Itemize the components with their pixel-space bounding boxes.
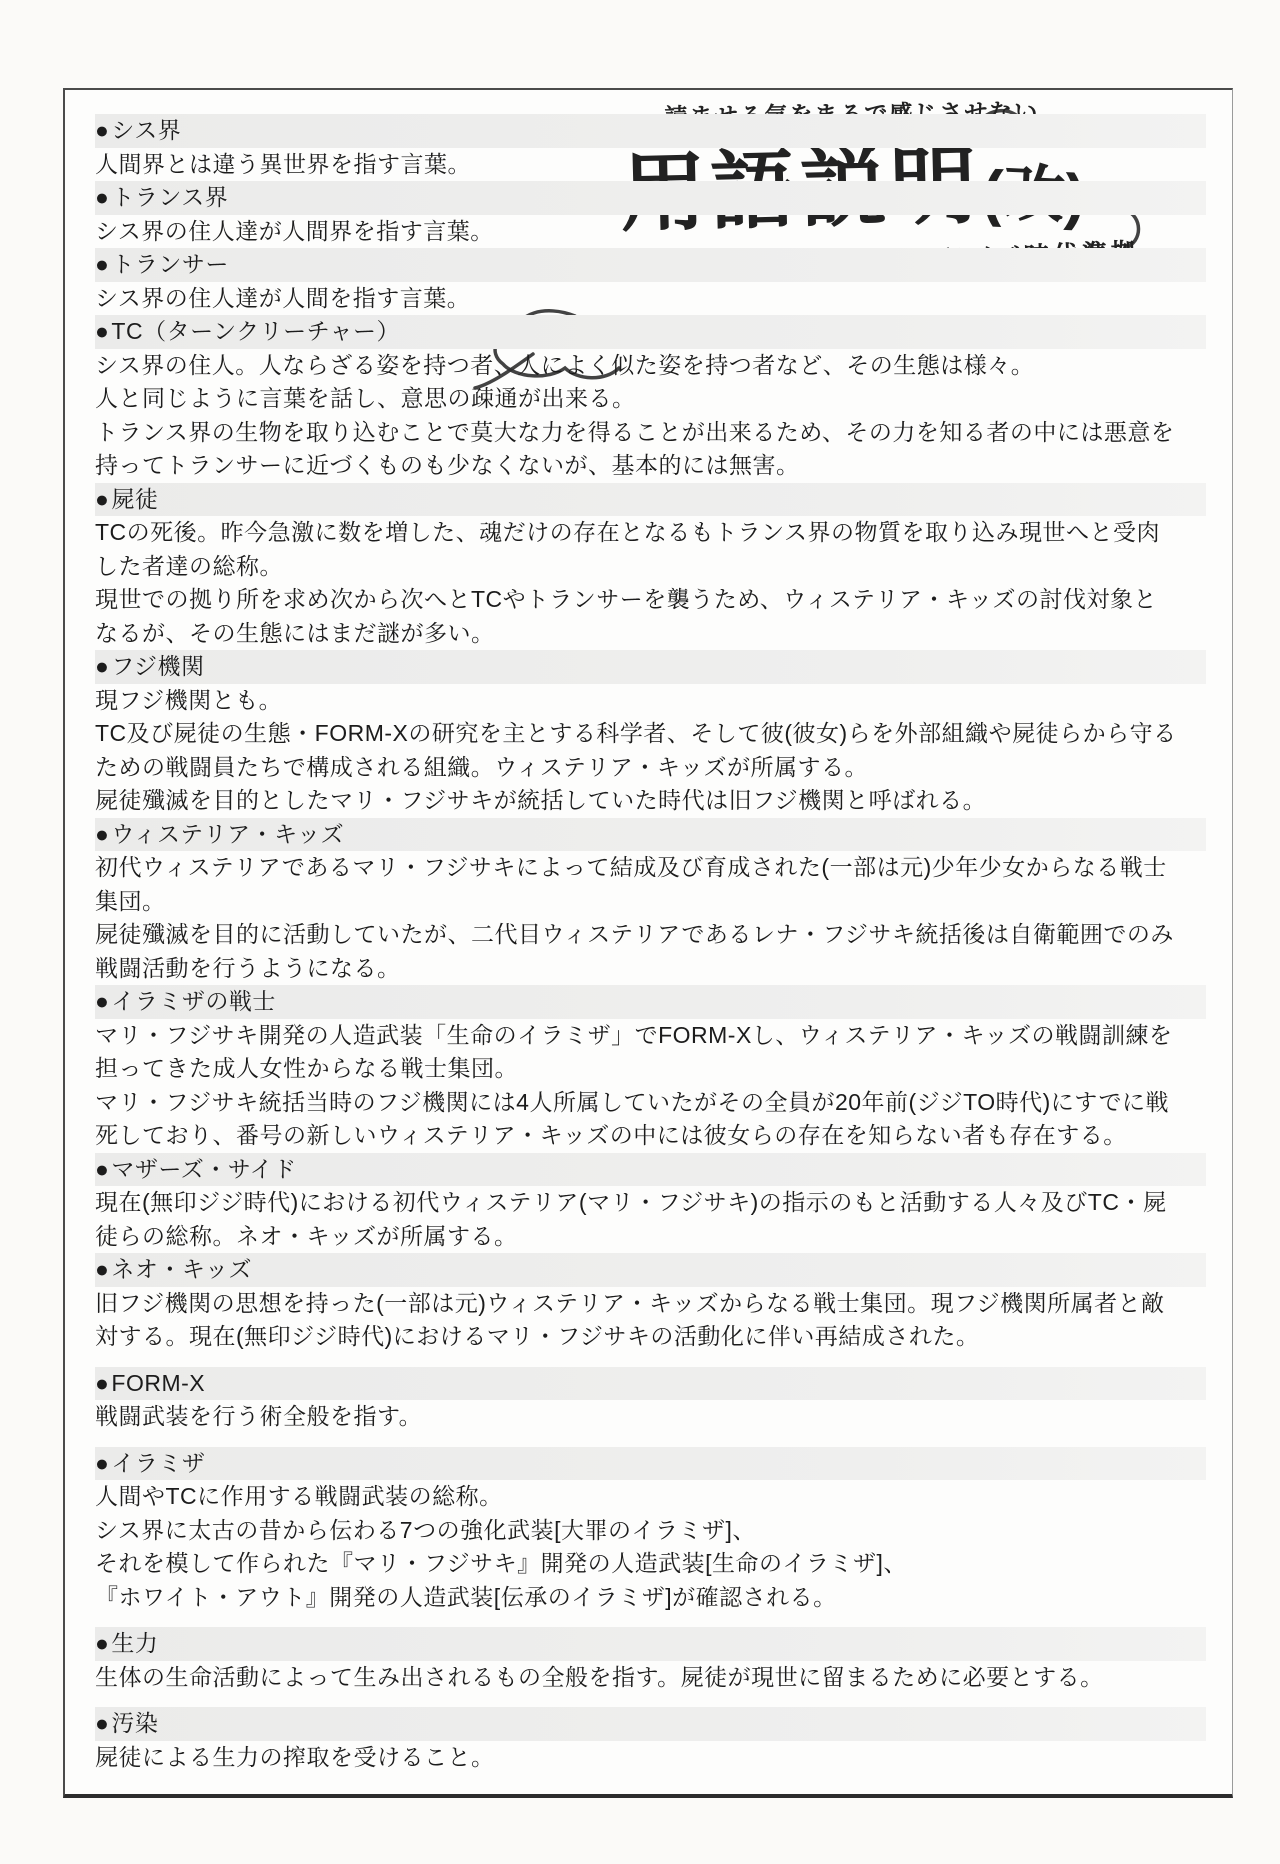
bullet-icon: ●	[95, 117, 110, 143]
glossary-entry	[95, 818, 1206, 986]
term-heading	[95, 985, 1206, 1019]
definition-line: シス界の住人達が人間を指す言葉。	[95, 284, 471, 311]
glossary-entry	[95, 1447, 1206, 1615]
glossary-entry	[95, 985, 1206, 1153]
definition-line: ための戦闘員たちで構成される組織。ウィステリア・キッズが所属する。	[95, 753, 868, 780]
term-label: 生力	[111, 1630, 159, 1656]
term-heading	[95, 114, 1206, 148]
term-label: FORM-X	[111, 1369, 206, 1396]
bullet-icon: ●	[95, 318, 110, 344]
term-label: 汚染	[111, 1710, 159, 1736]
definition-line: 死しており、番号の新しいウィステリア・キッズの中には彼女らの存在を知らない者も存在する。	[95, 1122, 1127, 1148]
definition-line: マリ・フジサキ開発の人造武装「生命のイラミザ」でFORM-Xし、ウィステリア・キッズの戦闘訓練を	[95, 1021, 1173, 1048]
bullet-icon: ●	[95, 1449, 110, 1476]
glossary-entry	[95, 483, 1206, 651]
definition-line: トランス界の生物を取り込むことで莫大な力を得ることが出来るため、その力を知る者の中には悪意を	[95, 418, 1175, 445]
bullet-icon: ●	[95, 1256, 110, 1282]
definition-line: 現フジ機関とも。	[95, 686, 283, 713]
glossary-entry	[95, 1627, 1206, 1694]
term-label: TC（ターンクリーチャー）	[111, 318, 400, 344]
definition-line: TCの死後。昨今急激に数を増した、魂だけの存在となるもトランス界の物質を取り込み現世へと受肉	[95, 519, 1160, 545]
page-border-frame	[63, 88, 1233, 1798]
definition-line: シス界に太古の昔から伝わる7つの強化武装[大罪のイラミザ]、	[95, 1516, 756, 1543]
term-heading	[95, 1627, 1206, 1661]
definition-line: 『ホワイト・アウト』開発の人造武装[伝承のイラミザ]が確認される。	[95, 1583, 837, 1610]
glossary-entry	[95, 1153, 1206, 1254]
term-heading	[95, 1367, 1206, 1401]
term-label: トランサー	[111, 251, 229, 277]
definition-line: 生体の生命活動によって生み出されるもの全般を指す。屍徒が現世に留まるために必要とする。	[95, 1663, 1104, 1690]
term-label: ウィステリア・キッズ	[111, 820, 345, 847]
term-label: イラミザ	[111, 1449, 206, 1476]
bullet-icon: ●	[95, 251, 110, 277]
definition-line: 持ってトランサーに近づくものも少なくないが、基本的には無害。	[95, 452, 800, 478]
term-heading	[95, 1707, 1206, 1741]
definition-line: 旧フジ機関の思想を持った(一部は元)ウィステリア・キッズからなる戦士集団。現フジ機関所属者と敵	[95, 1289, 1165, 1316]
term-heading	[95, 818, 1206, 852]
term-heading	[95, 248, 1206, 282]
glossary-entry	[95, 114, 1206, 181]
definition-line: TC及び屍徒の生態・FORM-Xの研究を主とする科学者、そして彼(彼女)らを外部組織や屍徒らから守る	[95, 720, 1177, 746]
glossary-entry	[95, 650, 1206, 818]
definition-line: 人間やTCに作用する戦闘武装の総称。	[95, 1483, 503, 1509]
definition-line: 人間界とは違う異世界を指す言葉。	[95, 150, 471, 177]
definition-line: それを模して作られた『マリ・フジサキ』開発の人造武装[生命のイラミザ]、	[95, 1550, 907, 1576]
term-heading	[95, 650, 1206, 684]
bullet-icon: ●	[95, 184, 110, 210]
glossary-list	[95, 114, 1206, 1774]
glossary-entry	[95, 315, 1206, 483]
glossary-entry	[95, 248, 1206, 315]
definition-line: 徒らの総称。ネオ・キッズが所属する。	[95, 1222, 518, 1249]
glossary-entry	[95, 181, 1206, 248]
glossary-entry	[95, 1253, 1206, 1354]
definition-line: した者達の総称。	[95, 552, 283, 579]
definition-line: 戦闘活動を行うようになる。	[95, 954, 401, 981]
definition-line: 屍徒殲滅を目的としたマリ・フジサキが統括していた時代は旧フジ機関と呼ばれる。	[95, 787, 987, 813]
term-heading	[95, 1447, 1206, 1481]
glossary-entry	[95, 1707, 1206, 1774]
definition-line: 屍徒による生力の搾取を受けること。	[95, 1743, 495, 1770]
definition-line: シス界の住人。人ならざる姿を持つ者、人によく似た姿を持つ者など、その生態は様々。	[95, 351, 1035, 378]
definition-line: 対する。現在(無印ジジ時代)におけるマリ・フジサキの活動化に伴い再結成された。	[95, 1323, 980, 1349]
term-label: フジ機関	[111, 653, 205, 679]
term-heading	[95, 1253, 1206, 1287]
definition-line: 初代ウィステリアであるマリ・フジサキによって結成及び育成された(一部は元)少年少女からなる戦士	[95, 854, 1167, 880]
definition-line: なるが、その生態にはまだ謎が多い。	[95, 619, 495, 646]
bullet-icon: ●	[95, 1630, 110, 1656]
bullet-icon: ●	[95, 988, 110, 1014]
bullet-icon: ●	[95, 485, 110, 512]
definition-line: 担ってきた成人女性からなる戦士集団。	[95, 1055, 518, 1081]
bullet-icon: ●	[95, 1155, 110, 1182]
term-heading	[95, 483, 1206, 517]
term-label: イラミザの戦士	[111, 988, 276, 1014]
term-heading	[95, 181, 1206, 215]
definition-line: 集団。	[95, 887, 166, 914]
definition-line: シス界の住人達が人間界を指す言葉。	[95, 217, 494, 244]
definition-line: 戦闘武装を行う術全般を指す。	[95, 1403, 423, 1429]
bullet-icon: ●	[95, 1369, 110, 1396]
term-label: マザーズ・サイド	[111, 1155, 297, 1182]
term-label: 屍徒	[111, 485, 159, 512]
bullet-icon: ●	[95, 1710, 110, 1736]
term-label: ネオ・キッズ	[111, 1256, 252, 1282]
term-heading	[95, 315, 1206, 349]
definition-line: 現世での拠り所を求め次から次へとTCやトランサーを襲うため、ウィステリア・キッズの討伐対象と	[95, 586, 1157, 612]
bullet-icon: ●	[95, 820, 110, 847]
definition-line: 屍徒殲滅を目的に活動していたが、二代目ウィステリアであるレナ・フジサキ統括後は自衛範囲でのみ	[95, 921, 1174, 947]
term-heading	[95, 1153, 1206, 1187]
definition-line: 現在(無印ジジ時代)における初代ウィステリア(マリ・フジサキ)の指示のもと活動する人々及びTC・屍	[95, 1189, 1167, 1215]
glossary-entry	[95, 1367, 1206, 1434]
term-label: トランス界	[111, 184, 229, 210]
term-label: シス界	[111, 117, 182, 143]
definition-line: マリ・フジサキ統括当時のフジ機関には4人所属していたがその全員が20年前(ジジTO時代)にすでに戦	[95, 1088, 1169, 1115]
definition-line: 人と同じように言葉を話し、意思の疎通が出来る。	[95, 385, 636, 411]
bullet-icon: ●	[95, 653, 110, 679]
